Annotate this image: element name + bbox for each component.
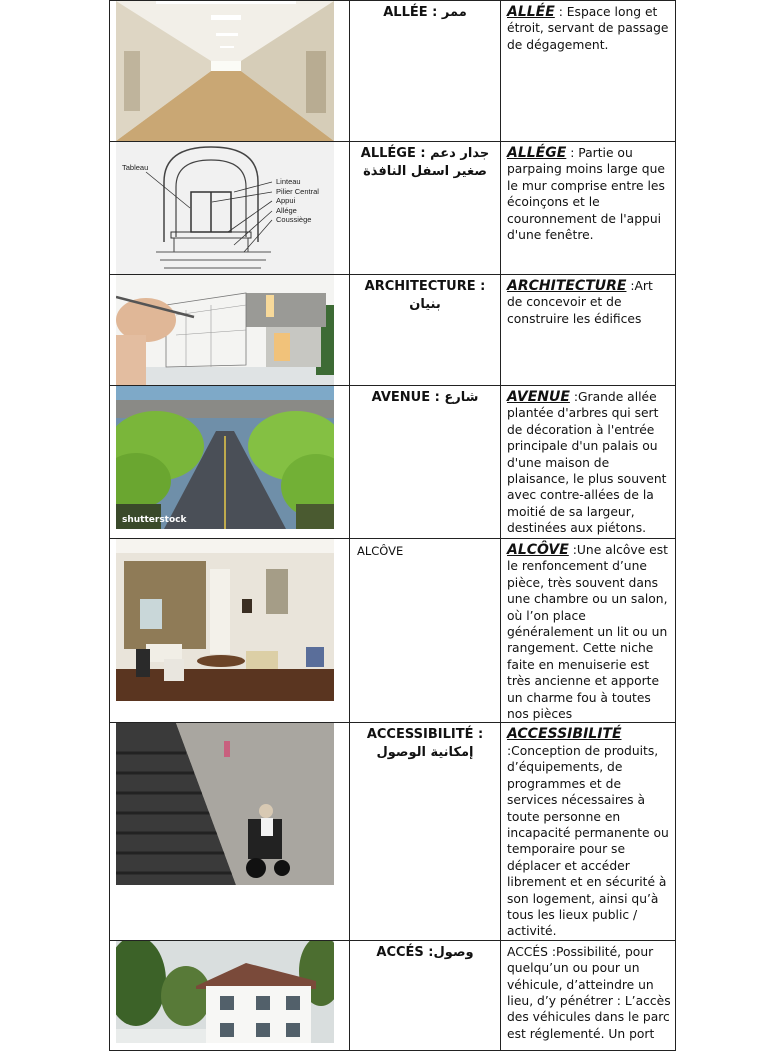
table-row bbox=[110, 275, 676, 386]
term-cell bbox=[350, 1, 501, 142]
diagram-label: Coussiège bbox=[276, 215, 312, 224]
term-cell bbox=[350, 142, 501, 275]
definition-body: :Art de concevoir et de construire les édifices bbox=[507, 279, 653, 326]
hallway-photo bbox=[116, 1, 334, 141]
definition-body: ACCÉS :Possibilité, pour quelqu’un ou pour un véhicule, d’atteindre un lieu, d’y pénétrer : L’accès des véhicules dans le parc est réglementé. Un port bbox=[507, 944, 671, 1041]
term-label: ACCESSIBILITÉ : إمكانية الوصول bbox=[366, 727, 484, 761]
architecture-sketch bbox=[116, 275, 334, 385]
table-row bbox=[110, 723, 676, 940]
headword: ALCÔVE bbox=[507, 542, 569, 558]
table-row bbox=[110, 539, 676, 723]
definition-text bbox=[501, 275, 675, 327]
term-label: ACCÉS :وصول bbox=[376, 944, 474, 960]
definition-text bbox=[501, 723, 675, 939]
term-label: ALLÉE : ممر bbox=[383, 5, 467, 20]
headword: ARCHITECTURE bbox=[507, 278, 627, 294]
image-cell bbox=[110, 539, 350, 723]
white-house bbox=[116, 941, 334, 1043]
definition-text bbox=[501, 1, 675, 53]
definition-text bbox=[501, 142, 675, 243]
alcove-room bbox=[116, 539, 334, 701]
headword: ACCESSIBILITÉ bbox=[507, 726, 622, 743]
term-label: ARCHITECTURE : بنيان bbox=[364, 279, 486, 312]
definition-body: : Partie ou parpaing moins large que le mur comprise entre les écoinçons et le couronnement de l'appui d'une fenêtre. bbox=[507, 146, 665, 243]
term-cell bbox=[350, 275, 501, 386]
diagram-label: Linteau bbox=[276, 177, 301, 186]
image-cell bbox=[110, 142, 350, 275]
diagram-label: Tableau bbox=[122, 163, 149, 172]
glossary-table bbox=[109, 0, 676, 1051]
term-cell bbox=[350, 386, 501, 539]
definition-body: :Grande allée plantée d'arbres qui sert de décoration à l'entrée principale d'un palais ou d'une maison de plaisance, le plus souvent avec contre-allées de la moitié de sa largeur, destinées aux piétons. bbox=[507, 390, 667, 536]
diagram-label: Pilier Central bbox=[276, 187, 319, 196]
term-label: ALCÔVE bbox=[357, 544, 404, 558]
definition-cell bbox=[501, 142, 676, 275]
term-cell bbox=[350, 940, 501, 1050]
table-row bbox=[110, 940, 676, 1050]
term-label: AVENUE : شارع bbox=[371, 390, 479, 405]
image-cell bbox=[110, 723, 350, 940]
definition-text bbox=[501, 941, 675, 1042]
diagram-label: Allége bbox=[276, 206, 297, 215]
headword: ALLÉGE bbox=[507, 145, 567, 161]
term-cell bbox=[350, 723, 501, 940]
term-cell bbox=[350, 539, 501, 723]
image-cell bbox=[110, 940, 350, 1050]
term-label: ALLÉGE : جدار دعم صغير اسفل النافذة bbox=[360, 146, 490, 179]
window-diagram bbox=[116, 142, 334, 274]
table-row bbox=[110, 1, 676, 142]
definition-cell bbox=[501, 940, 676, 1050]
image-cell bbox=[110, 386, 350, 539]
definition-cell bbox=[501, 386, 676, 539]
definition-cell bbox=[501, 1, 676, 142]
watermark: shutterstock bbox=[122, 515, 187, 525]
table-row bbox=[110, 142, 676, 275]
definition-body: : Espace long et étroit, servant de passage de dégagement. bbox=[507, 5, 669, 52]
image-cell bbox=[110, 1, 350, 142]
diagram-label: Appui bbox=[276, 196, 296, 205]
avenue-photo bbox=[116, 386, 334, 529]
definition-cell bbox=[501, 275, 676, 386]
definition-body: :Conception de produits, d’équipements, de programmes et de services nécessaires à toute personne en incapacité permanente ou temporaire pour se déplacer et accéder librement et en sécurité à son logement, ainsi qu’à tous les lieux public / activité. bbox=[507, 743, 669, 939]
definition-cell bbox=[501, 723, 676, 940]
definition-text bbox=[501, 386, 675, 537]
image-cell bbox=[110, 275, 350, 386]
definition-cell bbox=[501, 539, 676, 723]
definition-body: :Une alcôve est le renfoncement d’une pièce, très souvent dans une chambre ou un salon, où l’on place généralement un lit ou un rangement. Cette niche faite en menuiserie est très ancienne et apporte un charme fou à toutes nos pièces bbox=[507, 543, 668, 722]
definition-text bbox=[501, 539, 675, 722]
headword: ALLÉE bbox=[507, 4, 555, 20]
stairs-wheelchair bbox=[116, 723, 334, 885]
headword: AVENUE bbox=[507, 389, 570, 405]
table-row bbox=[110, 386, 676, 539]
